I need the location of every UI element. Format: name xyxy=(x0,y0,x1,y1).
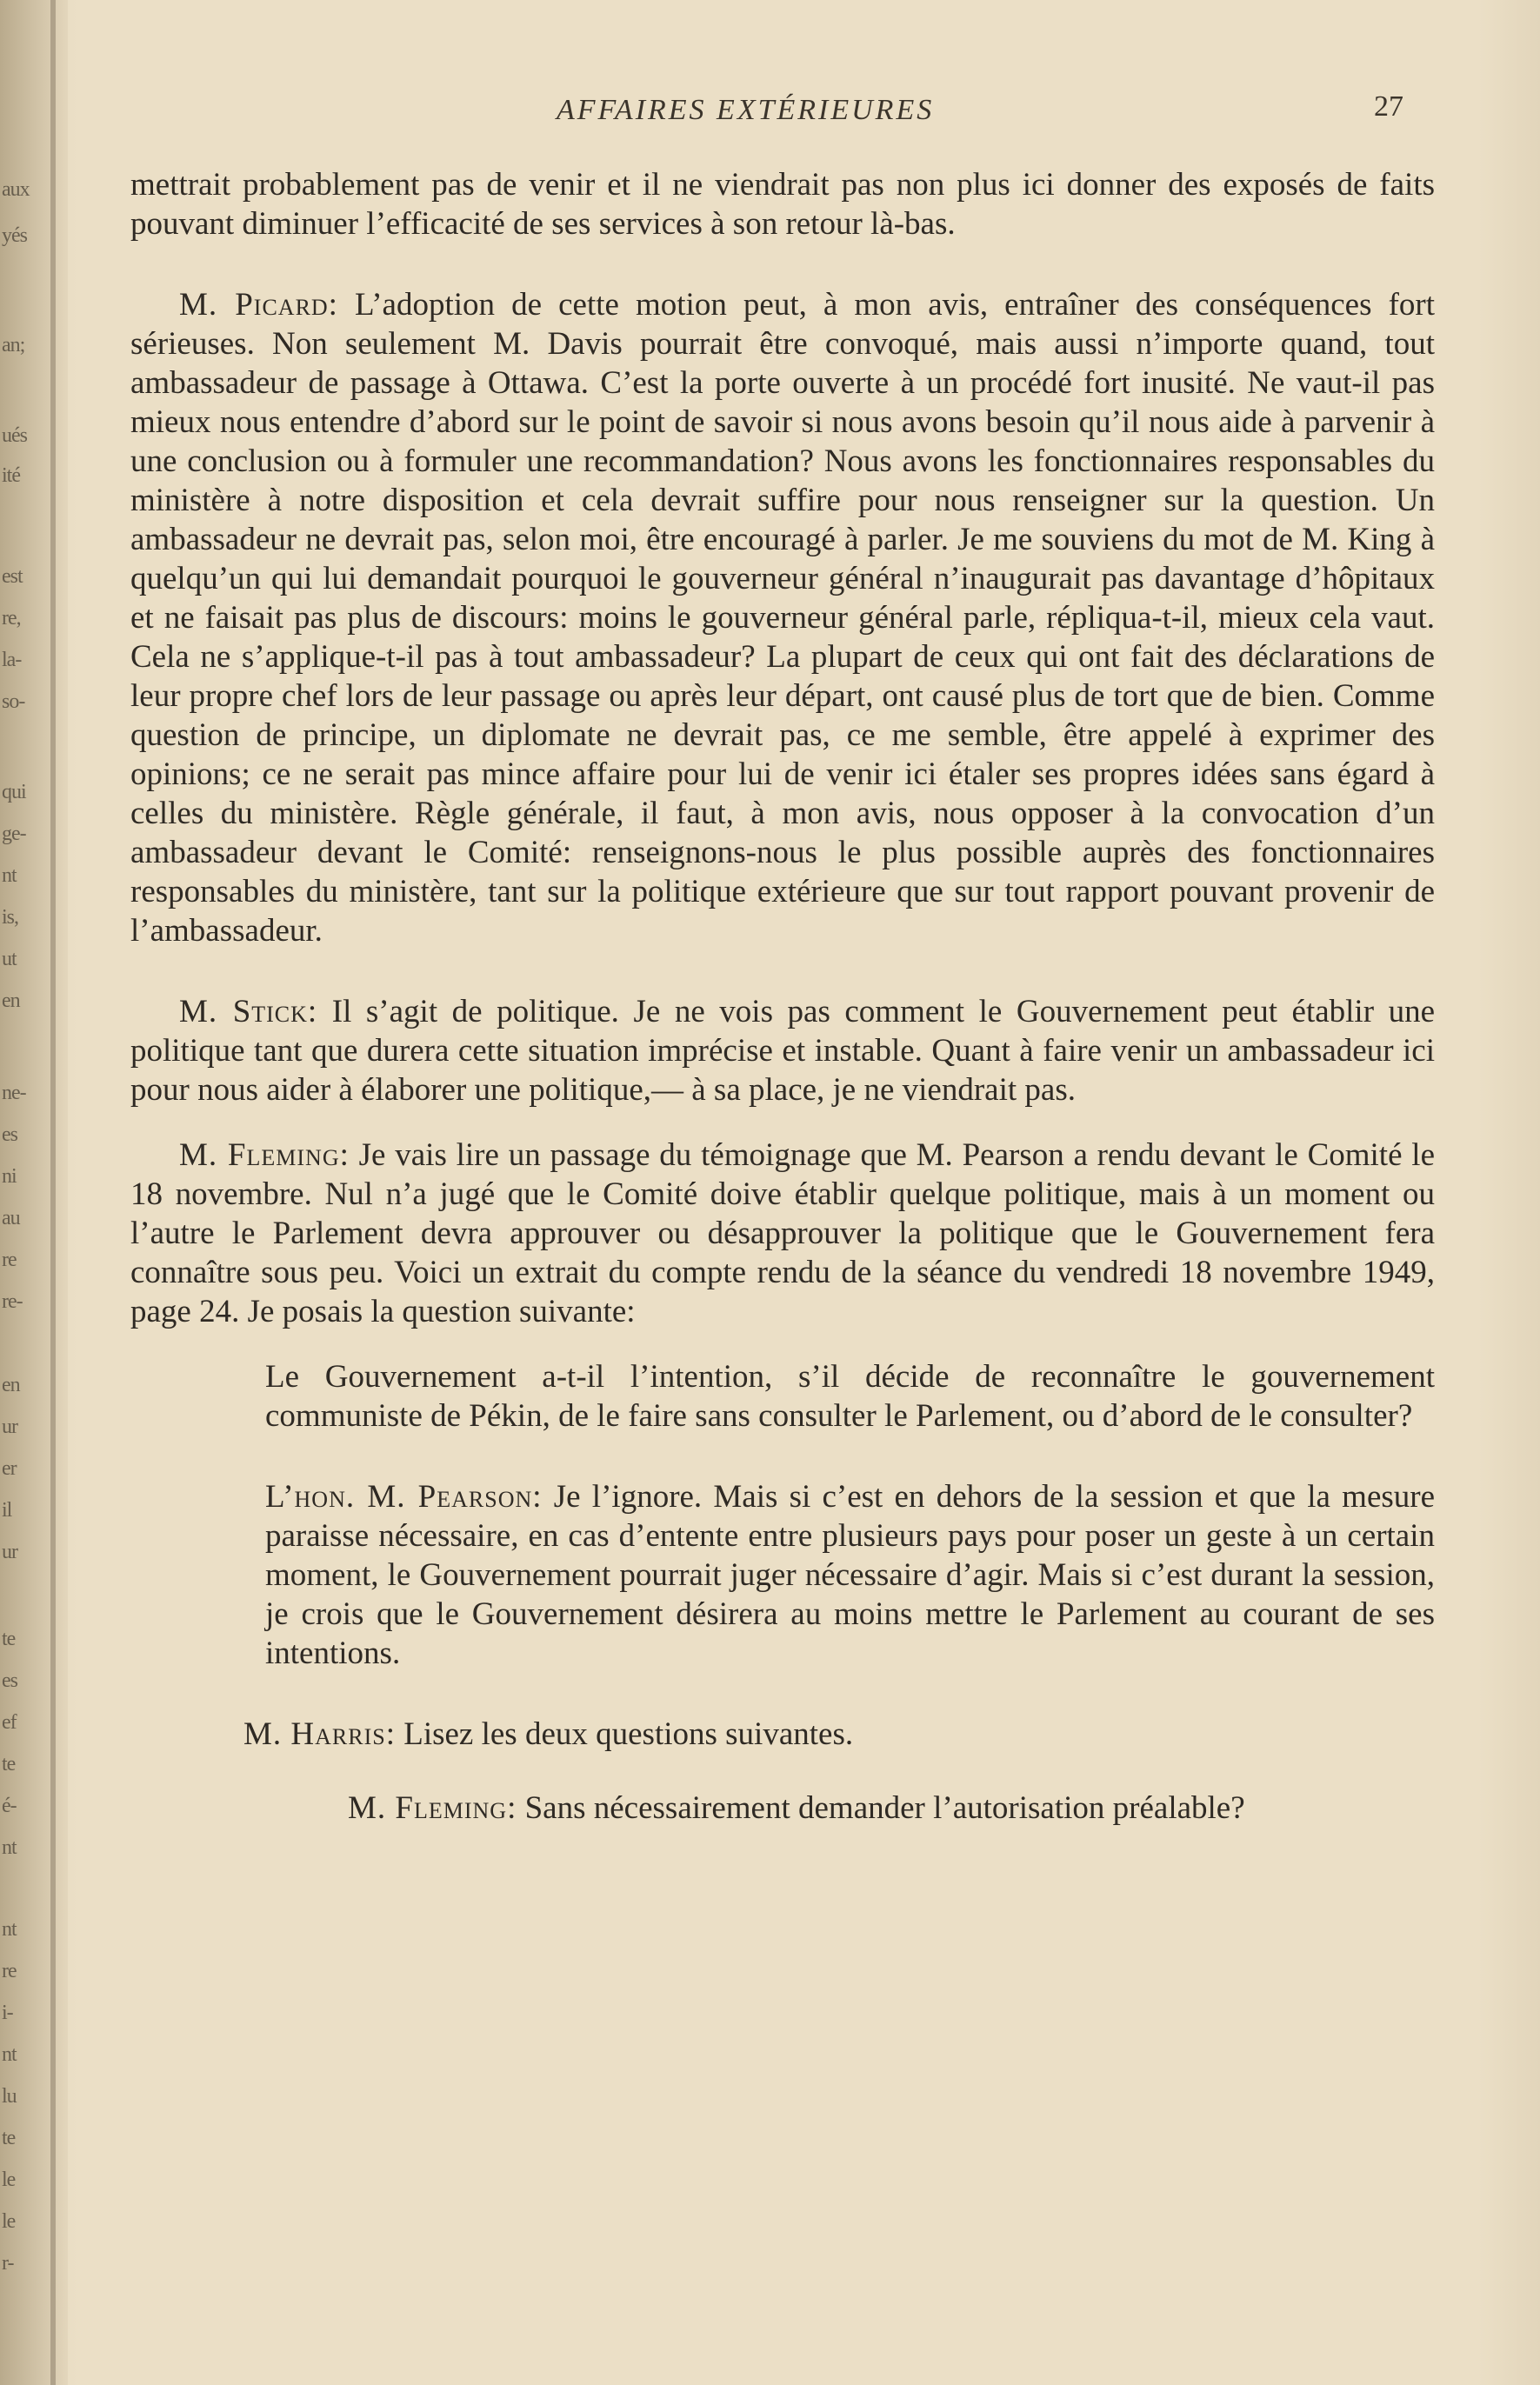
margin-fragment: ge- xyxy=(2,823,26,845)
paragraph-fleming-final xyxy=(130,1789,1435,1828)
page-number: 27 xyxy=(1374,90,1403,123)
margin-fragment: ur xyxy=(2,1416,17,1438)
margin-fragment: nt xyxy=(2,864,17,887)
speaker-name: L’hon. M. Pearson: xyxy=(265,1479,543,1515)
margin-fragment: ni xyxy=(2,1165,17,1188)
margin-fragment: te xyxy=(2,1628,16,1650)
paragraph-picard xyxy=(130,285,1435,950)
paragraph-text: Je vais lire un passage du témoignage que M. Pearson a rendu devant le Comité le 18 novembre. Nul n’a jugé que le Comité doive établir quelque politique, mais à un moment ou l’autre le Parlement devra approuver ou désapprouver la politique que le Gouvernement fera connaître sous peu. Voici un extrait du compte rendu de la séance du vendredi 18 novembre 1949, page 24. Je posais la question suivante: xyxy=(130,1137,1435,1329)
speaker-name: M. Fleming: xyxy=(179,1137,350,1173)
margin-fragment: au xyxy=(2,1207,20,1229)
margin-fragment: nt xyxy=(2,2043,17,2066)
margin-fragment: nt xyxy=(2,1836,17,1859)
margin-fragment: es xyxy=(2,1669,17,1692)
paragraph-continuation: mettrait probablement pas de venir et il ne viendrait pas non plus ici donner des exposés de faits pouvant diminuer l’efficacité de ses services à son retour là-bas. xyxy=(130,167,1435,242)
margin-fragment: aux xyxy=(2,178,30,201)
speaker-name: M. Harris: xyxy=(243,1716,396,1752)
margin-fragment: le xyxy=(2,2168,16,2191)
speaker-name: M. Picard: xyxy=(179,287,338,323)
margin-fragment: yés xyxy=(2,224,27,247)
margin-fragment: te xyxy=(2,2127,16,2149)
margin-fragment: il xyxy=(2,1499,12,1522)
margin-fragment: est xyxy=(2,565,23,588)
paragraph-text: Il s’agit de politique. Je ne vois pas comment le Gouvernement peut établir une politique tant que durera cette situation imprécise et instable. Quant à faire venir un ambassadeur ici pour nous aider à élaborer une politique,— à sa place, je ne viendrait pas. xyxy=(130,994,1435,1108)
speaker-name: M. Stick: xyxy=(179,994,318,1029)
margin-fragment: an; xyxy=(2,334,25,356)
margin-fragment: er xyxy=(2,1457,17,1480)
quoted-question: Le Gouvernement a-t-il l’intention, s’il décide de reconnaître le gouvernement communiste de Pékin, de le faire sans consulter le Parlement, ou d’abord de le consulter? xyxy=(265,1359,1435,1434)
margin-fragment: é- xyxy=(2,1795,17,1817)
margin-fragment: nt xyxy=(2,1918,17,1941)
margin-fragment: le xyxy=(2,2210,16,2233)
margin-fragment: ité xyxy=(2,464,20,487)
paragraph-harris xyxy=(130,1715,1435,1754)
running-title: AFFAIRES EXTÉRIEURES xyxy=(557,94,935,126)
margin-fragment: so- xyxy=(2,690,25,713)
margin-fragment: ur xyxy=(2,1541,17,1563)
margin-fragment: ef xyxy=(2,1711,17,1734)
left-margin-fragments xyxy=(0,0,49,2385)
margin-fragment: ut xyxy=(2,948,17,970)
paragraph-text: Je l’ignore. Mais si c’est en dehors de la session et que la mesure paraisse nécessaire, en cas d’entente entre plusieurs pays pour poser un geste à un certain moment, le Gouvernement pourrait juger nécessaire d’agir. Mais si c’est durant la session, je crois que le Gouvernement désirera au moins mettre le Parlement au courant de ses intentions. xyxy=(265,1479,1436,1671)
margin-fragment: ués xyxy=(2,424,27,447)
margin-fragment: r- xyxy=(2,2252,14,2275)
margin-fragment: re xyxy=(2,1960,17,1982)
paragraph-text: Sans nécessairement demander l’autorisation préalable? xyxy=(517,1790,1245,1826)
margin-fragment: lu xyxy=(2,2085,17,2108)
margin-fragment: la- xyxy=(2,649,22,671)
margin-fragment: re, xyxy=(2,607,21,630)
paragraph-text: L’adoption de cette motion peut, à mon avis, entraîner des conséquences fort sérieuses. Non seulement M. Davis pourrait être convoqué, mais aussi n’importe quand, tout ambassadeur de passage à Ottawa. C’est la porte ouverte à un procédé fort inusité. Ne vaut-il pas mieux nous entendre d’abord sur le point de savoir si nous avons besoin qu’il nous aide à parvenir à une conclusion ou à formuler une recommandation? Nous avons les fonctionnaires responsables du ministère à notre disposition et cela devrait suffire pour nous renseigner sur la question. Un ambassadeur ne devrait pas, selon moi, être encouragé à parler. Je me souviens du mot de M. King à quelqu’un qui lui demandait pourquoi le gouverneur général n’inaugurait pas davantage d’hôpitaux et ne faisait pas plus de discours: moins le gouverneur général parle, répliqua-t-il, mieux cela vaut. Cela ne s’applique-t-il pas à tout ambassadeur? La plupart de ceux qui ont fait des déclarations de leur propre chef lors de leur passage ou après leur départ, ont causé plus de tort que de bien. Comme question de principe, un diplomate ne devrait pas, ce me semble, être appelé à exprimer des opinions; ce ne serait pas mince affaire pour lui de venir ici étaler ses propres idées sans égard à celles du ministère. Règle générale, il faut, à mon avis, nous opposer à la convocation d’un ambassadeur devant le Comité: renseignons-nous le plus possible auprès des fonctionnaires responsables du ministère, tant sur la politique extérieure que sur tout rapport pouvant provenir de l’ambassadeur. xyxy=(130,287,1435,949)
margin-fragment: en xyxy=(2,1374,20,1396)
margin-fragment: es xyxy=(2,1123,17,1146)
paragraph-stick xyxy=(130,992,1435,1109)
quoted-answer-pearson xyxy=(265,1477,1435,1673)
paragraph-fleming xyxy=(130,1136,1435,1331)
margin-fragment: en xyxy=(2,989,20,1012)
margin-fragment: re- xyxy=(2,1290,23,1313)
margin-fragment: ne- xyxy=(2,1082,26,1104)
margin-fragment: te xyxy=(2,1753,16,1775)
margin-fragment: is, xyxy=(2,906,19,929)
page-fold xyxy=(50,0,56,2385)
page-body xyxy=(130,165,1435,1862)
margin-fragment: re xyxy=(2,1249,17,1271)
paragraph-text: Lisez les deux questions suivantes. xyxy=(395,1716,854,1752)
margin-fragment: i- xyxy=(2,2002,13,2024)
speaker-name: M. Fleming: xyxy=(348,1790,517,1826)
margin-fragment: qui xyxy=(2,781,26,803)
